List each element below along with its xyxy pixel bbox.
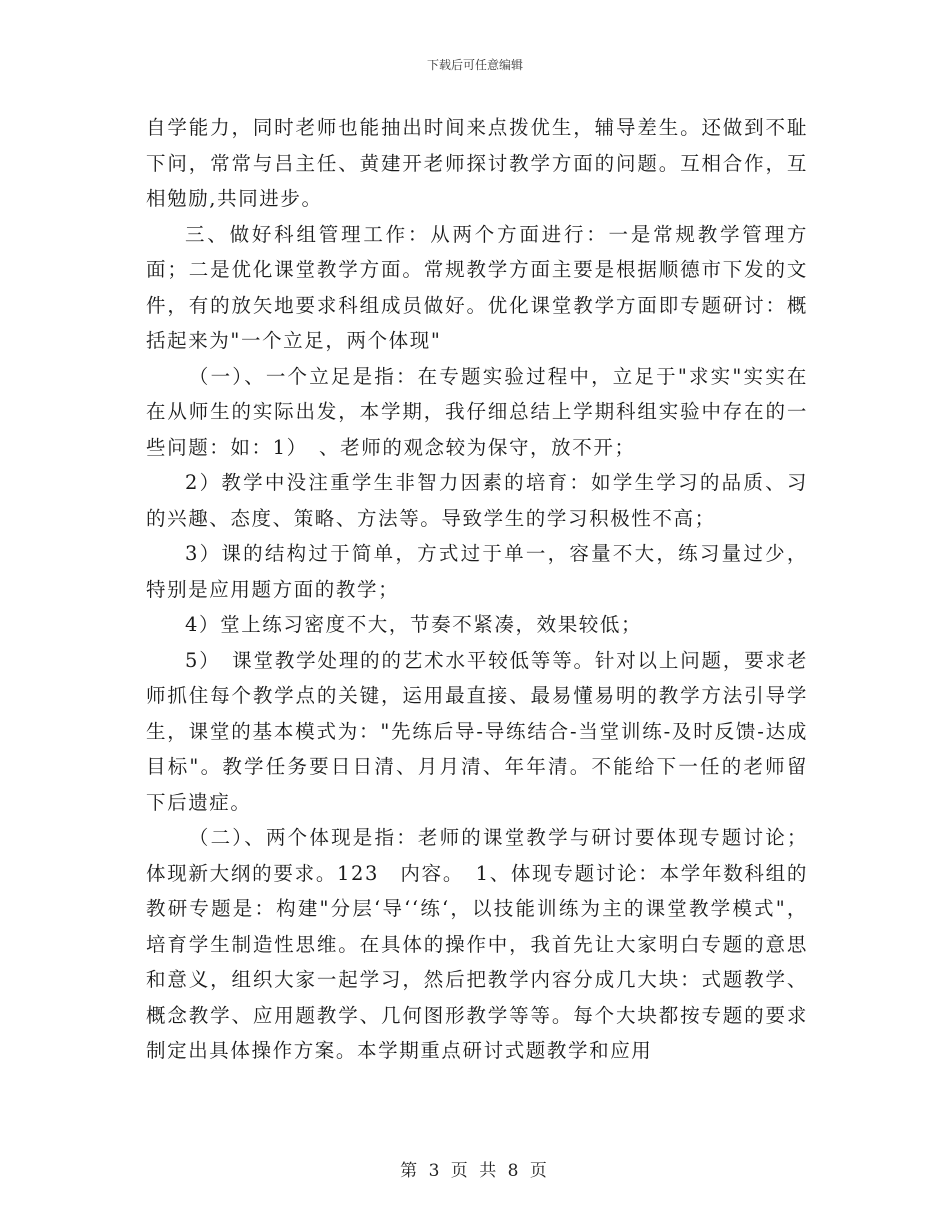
document-body	[146, 110, 808, 1069]
paragraph-2: （一）、一个立足是指：在专题实验过程中，立足于"求实"实实在在从师生的实际出发，本学期，我仔细总结上学期科组实验中存在的一些问题：如：1） 、老师的观念较为保守，放不开；	[146, 364, 808, 459]
paragraph-6: 5） 课堂教学处理的的艺术水平较低等等。针对以上问题，要求老师抓住每个教学点的关键，运用最直接、最易懂易明的教学方法引导学生，课堂的基本模式为："先练后导-导练结合-当堂训练-及时反馈-达成目标"。教学任务要日日清、月月清、年年清。不能给下一任的老师留下后遗症。	[146, 648, 808, 814]
paragraph-5: 4）堂上练习密度不大，节奏不紧凑，效果较低；	[185, 613, 643, 636]
paragraph-4: 3）课的结构过于简单，方式过于单一，容量不大，练习量过少，特别是应用题方面的教学；	[146, 542, 808, 601]
paragraph-7: （二）、两个体现是指：老师的课堂教学与研讨要体现专题讨论；体现新大纲的要求。123 内容。 1、体现专题讨论：本学年数科组的教研专题是：构建"分层‘导‘‘练‘，以技能训练为主的课堂教学模式"，培育学生制造性思维。在具体的操作中，我首先让大家明白专题的意思和意义，组织大家一起学习，然后把教学内容分成几大块：式题教学、概念教学、应用题教学、几何图形教学等等。每个大块都按专题的要求制定出具体操作方案。本学期重点研讨式题教学和应用	[146, 826, 808, 1062]
paragraph-3: 2）教学中没注重学生非智力因素的培育：如学生学习的品质、习的兴趣、态度、策略、方法等。导致学生的学习积极性不高；	[146, 471, 808, 530]
paragraph-1: 三、做好科组管理工作：从两个方面进行：一是常规教学管理方面；二是优化课堂教学方面。常规教学方面主要是根据顺德市下发的文件，有的放矢地要求科组成员做好。优化课堂教学方面即专题研讨：概括起来为"一个立足，两个体现"	[146, 222, 808, 352]
page-number-footer: 第 3 页 共 8 页	[400, 1161, 550, 1181]
page-header: 下载后可任意编辑	[426, 58, 523, 72]
paragraph-0: 自学能力，同时老师也能抽出时间来点拨优生，辅导差生。还做到不耻下问，常常与吕主任、黄建开老师探讨教学方面的问题。互相合作，互相勉励,共同进步。	[146, 116, 808, 210]
